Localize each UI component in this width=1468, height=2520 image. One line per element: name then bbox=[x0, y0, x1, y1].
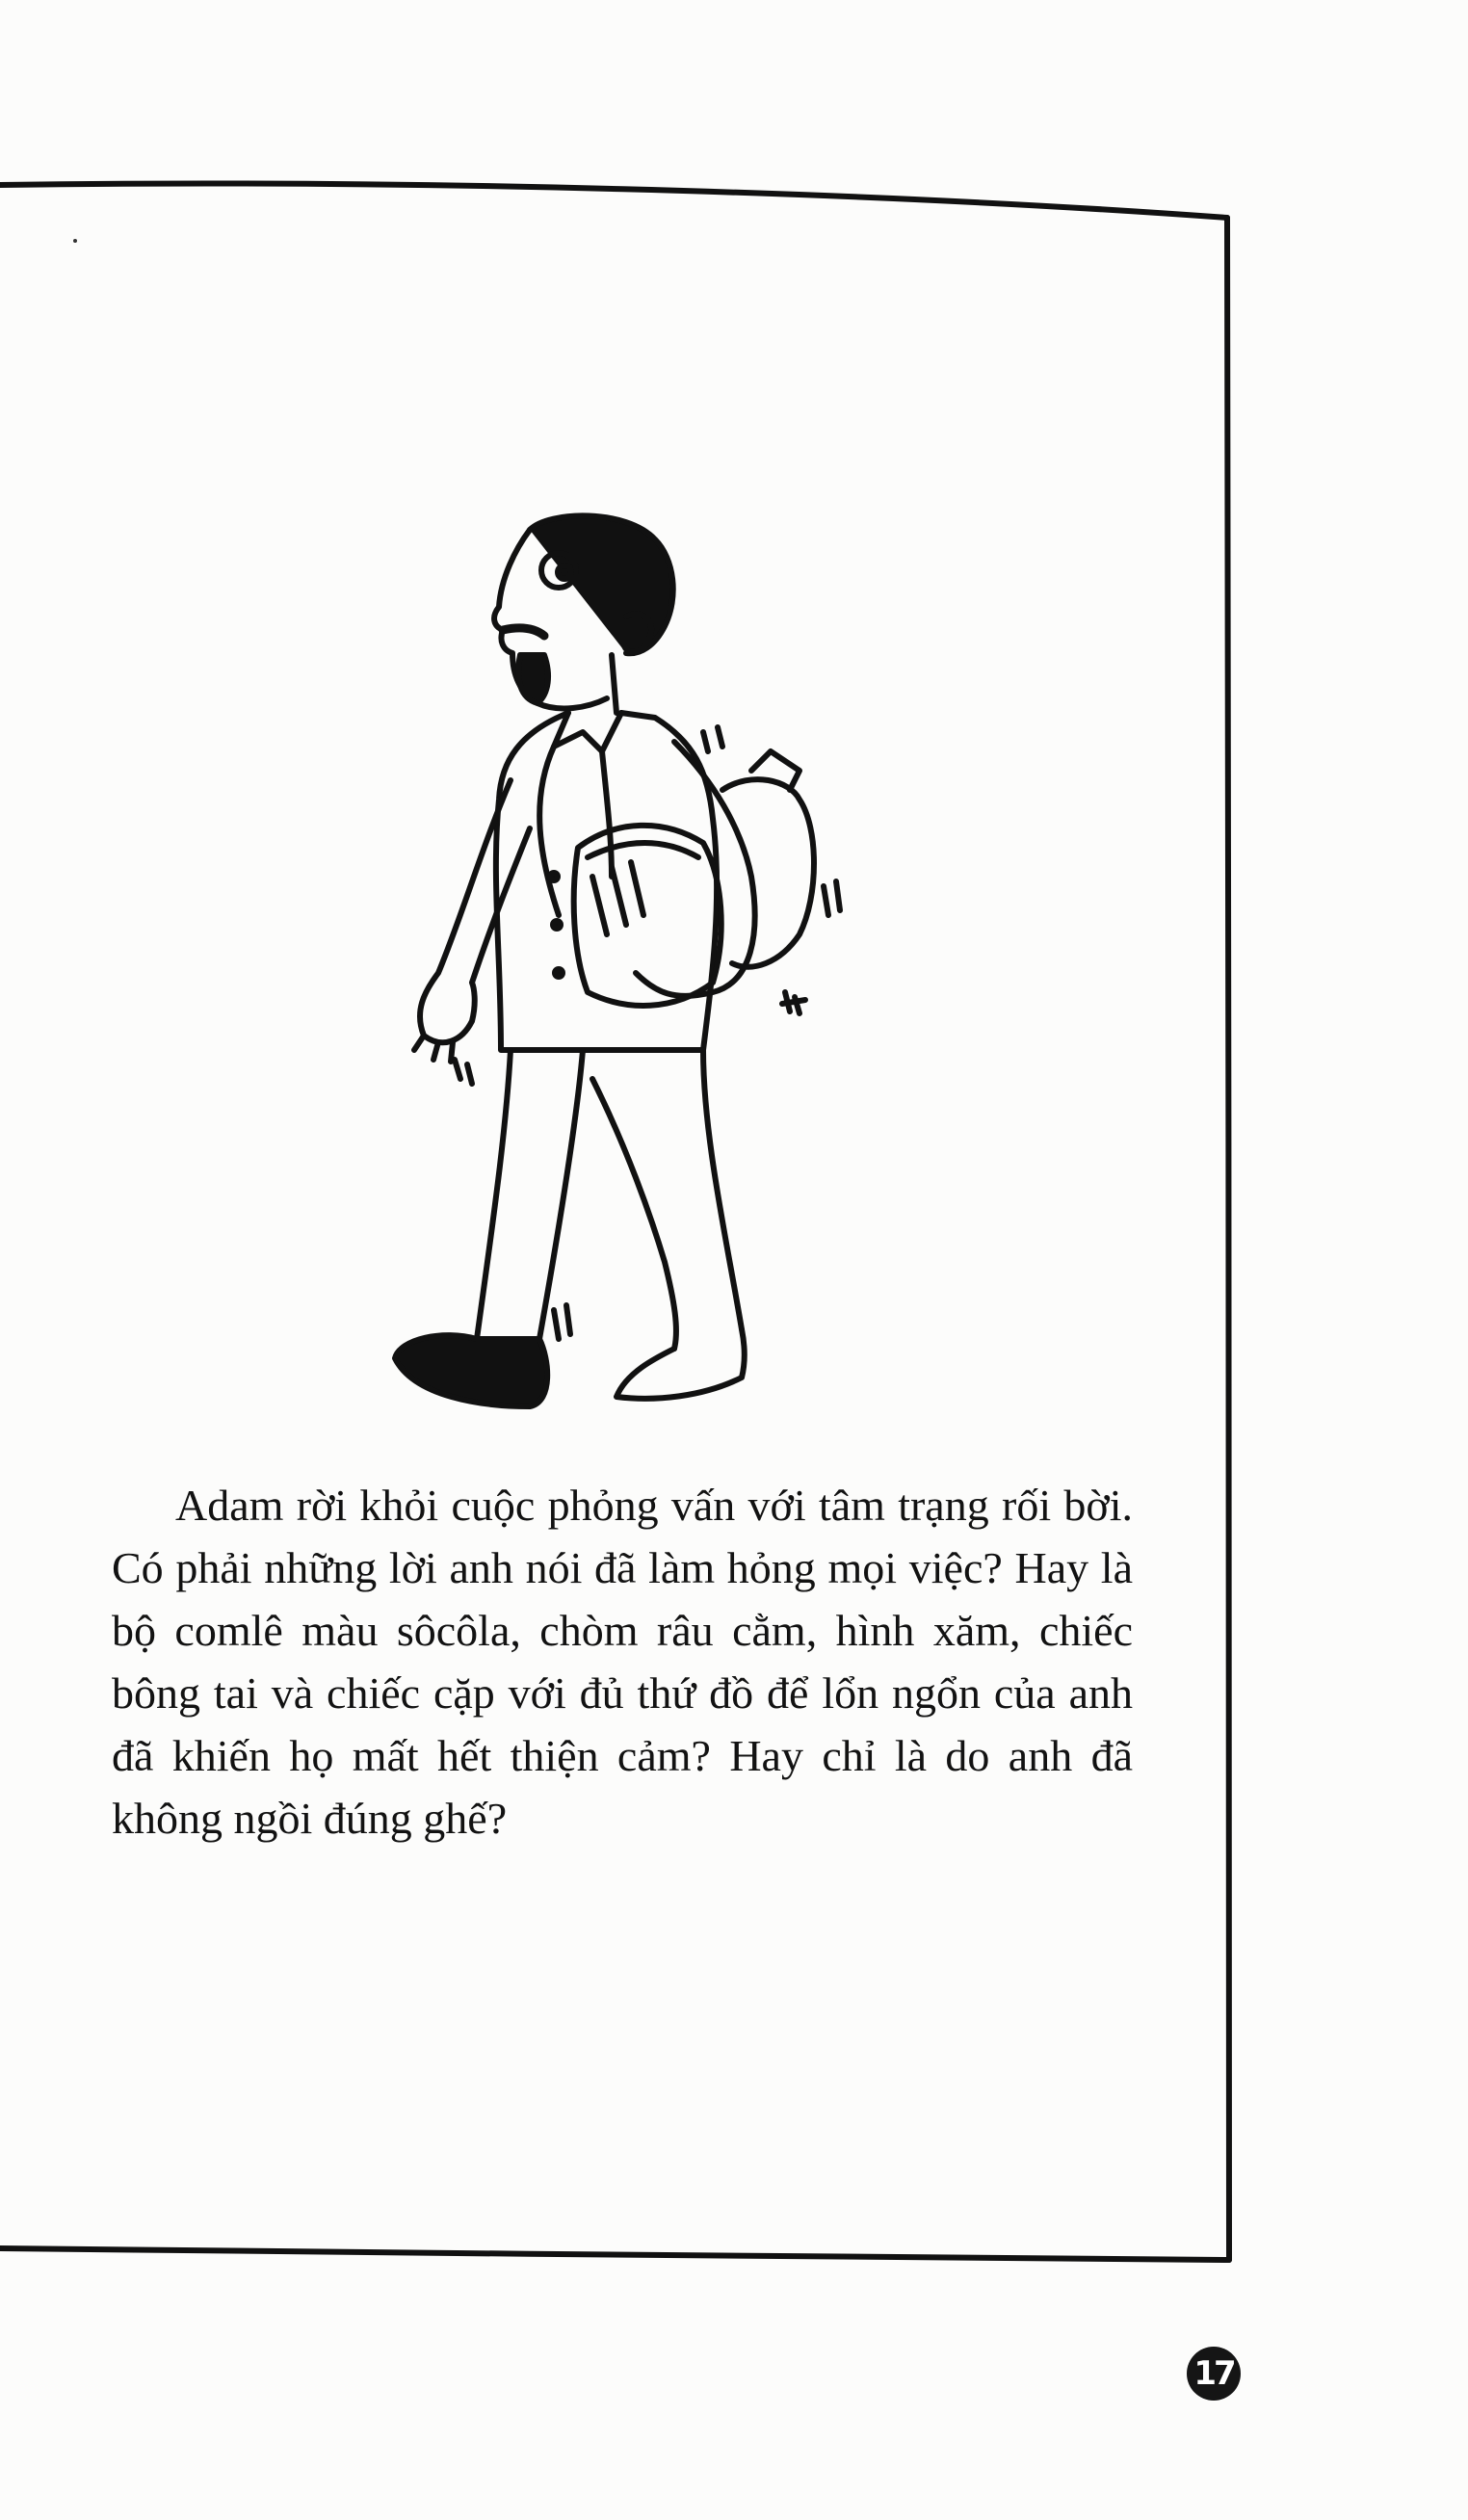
page-number-badge: 17 bbox=[1187, 2347, 1241, 2401]
walking-man-with-briefcase-illustration bbox=[385, 511, 848, 1426]
scan-speck bbox=[73, 239, 77, 243]
story-text-block bbox=[112, 1474, 1133, 1850]
story-paragraph: Adam rời khỏi cuộc phỏng vấn với tâm trạng rối bời. Có phải những lời anh nói đã làm hỏng mọi việc? Hay là bộ comlê màu sôcôla, chòm râu cằm, hình xăm, chiếc bông tai và chiếc cặp với đủ thứ đồ để lổn ngổn của anh đã khiến họ mất hết thiện cảm? Hay chỉ là do anh đã không ngồi đúng ghế? bbox=[112, 1481, 1133, 1843]
